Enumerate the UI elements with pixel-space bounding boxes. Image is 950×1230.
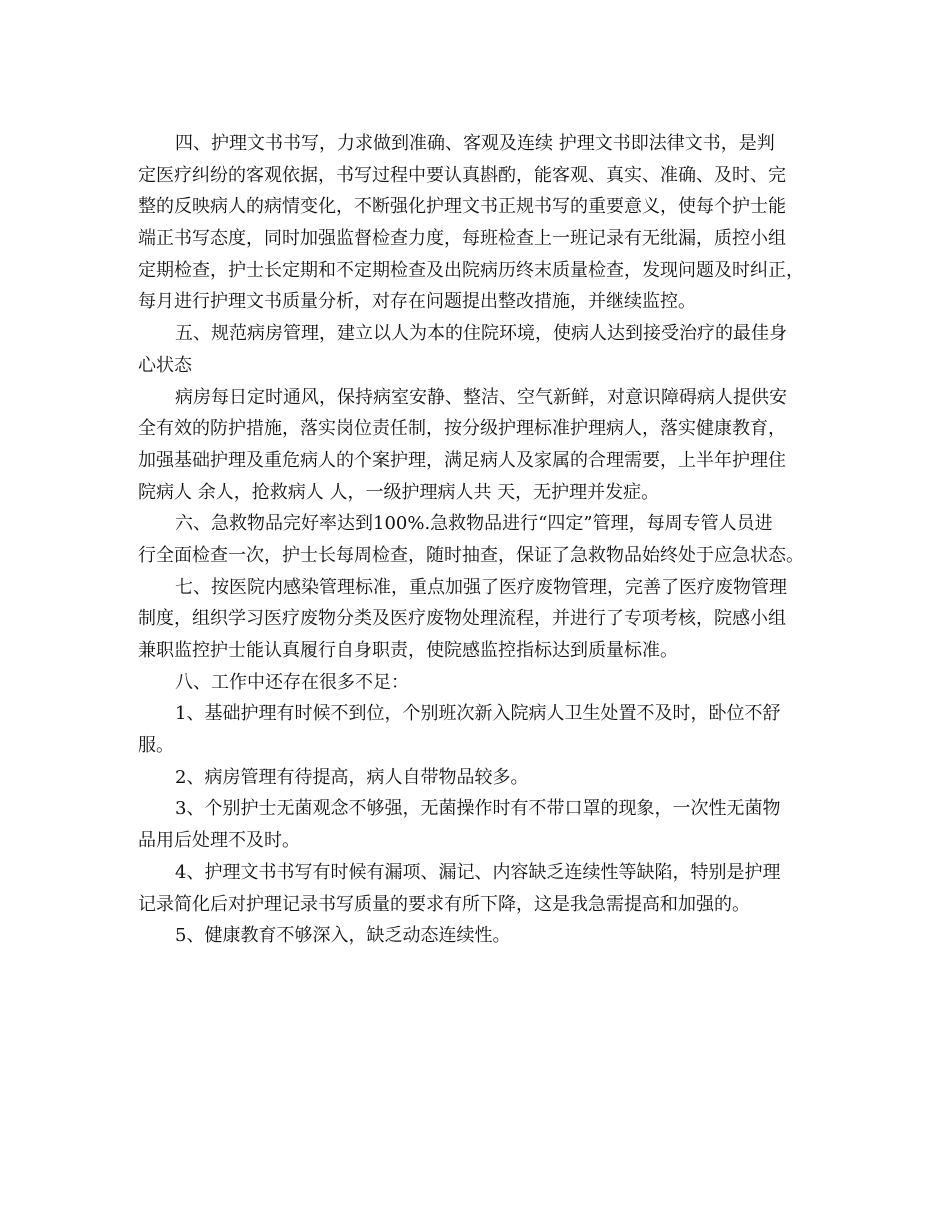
text-line: 每月进行护理文书质量分析，对存在问题提出整改措施，并继续监控。	[138, 291, 696, 313]
text-line: 病房每日定时通风，保持病室安静、整洁、空气新鲜，对意识障碍病人提供安	[175, 386, 787, 408]
text-line: 院病人 余人，抢救病人 人，一级护理病人共 天，无护理并发症。	[138, 481, 660, 503]
text-line: 加强基础护理及重危病人的个案护理，满足病人及家属的合理需要，上半年护理住	[138, 449, 786, 471]
text-line: 服。	[138, 735, 174, 757]
text-line: 端正书写态度，同时加强监督检查力度，每班检查上一班记录有无纰漏，质控小组	[138, 228, 786, 250]
text-line: 记录简化后对护理记录书写质量的要求有所下降，这是我急需提高和加强的。	[138, 893, 750, 915]
text-line: 品用后处理不及时。	[138, 830, 300, 852]
text-line: 五、规范病房管理，建立以人为本的住院环境，使病人达到接受治疗的最佳身	[175, 323, 787, 345]
text-line: 八、工作中还存在很多不足：	[175, 671, 409, 693]
text-line: 定期检查，护士长定期和不定期检查及出院病历终末质量检查，发现问题及时纠正，	[138, 259, 804, 281]
text-line: 3、个别护士无菌观念不够强，无菌操作时有不带口罩的现象，一次性无菌物	[175, 798, 781, 820]
text-line: 四、护理文书书写，力求做到准确、客观及连续 护理文书即法律文书，是判	[175, 133, 775, 154]
text-line: 心状态	[138, 354, 192, 376]
text-line: 4、护理文书书写有时候有漏项、漏记、内容缺乏连续性等缺陷，特别是护理	[175, 861, 781, 883]
text-line: 制度，组织学习医疗废物分类及医疗废物处理流程，并进行了专项考核，院感小组	[138, 608, 786, 630]
text-line: 兼职监控护士能认真履行自身职责，使院感监控指标达到质量标准。	[138, 640, 678, 661]
text-line: 七、按医院内感染管理标准，重点加强了医疗废物管理，完善了医疗废物管理	[175, 576, 787, 598]
text-line: 1、基础护理有时候不到位，个别班次新入院病人卫生处置不及时，卧位不舒	[175, 703, 781, 725]
text-line: 2、病房管理有待提高，病人自带物品较多。	[175, 766, 529, 788]
text-line: 整的反映病人的病情变化，不断强化护理文书正规书写的重要意义，使每个护士能	[138, 196, 786, 218]
text-line: 行全面检查一次，护士长每周检查，随时抽查，保证了急救物品始终处于应急状态。	[138, 544, 804, 566]
text-line: 5、健康教育不够深入，缺乏动态连续性。	[175, 925, 511, 947]
document-body	[138, 128, 838, 952]
text-line: 全有效的防护措施，落实岗位责任制，按分级护理标准护理病人，落实健康教育，	[138, 418, 786, 440]
text-line: 定医疗纠纷的客观依据，书写过程中要认真斟酌，能客观、真实、准确、及时、完	[138, 164, 786, 186]
text-line: 六、急救物品完好率达到100%.急救物品进行“四定”管理，每周专管人员进	[175, 513, 773, 535]
